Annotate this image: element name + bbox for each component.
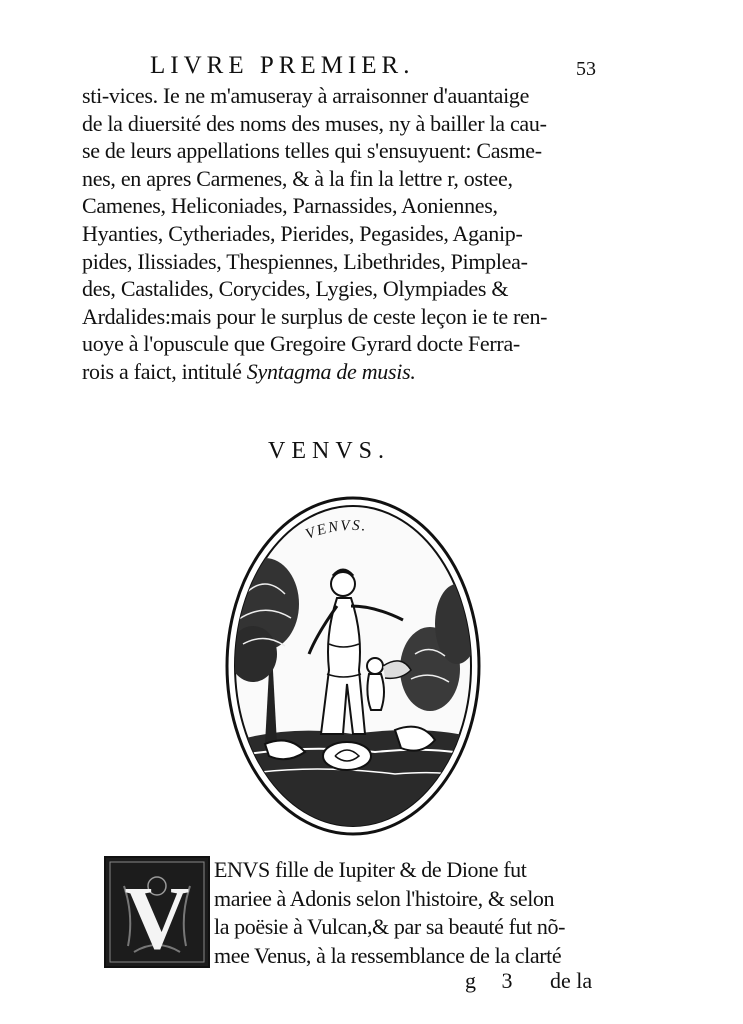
catchword: de la (550, 968, 593, 993)
text-line: Hyanties, Cytheriades, Pierides, Pegasides, Aganip- (82, 220, 523, 246)
section-title: VENVS. (268, 438, 391, 464)
running-head: LIVRE PREMIER. (150, 52, 415, 79)
paragraph-muses (82, 82, 592, 386)
text-line: la poësie à Vulcan,& par sa beauté fut nõ- (214, 914, 566, 939)
ornamental-initial-v (104, 856, 210, 968)
text-line: des, Castalides, Corycides, Lygies, Olympiades & (82, 276, 509, 302)
text-line: sti-vices. Ie ne m'amuseray à arraisonner d'auantaige (82, 83, 530, 108)
text-line: Ardalides:mais pour le surplus de ceste leçon ie te ren- (82, 303, 548, 329)
text-line: Camenes, Heliconiades, Parnassides, Aoniennes, (82, 193, 498, 219)
venus-woodcut-emblem (225, 494, 481, 838)
text-line: de la diuersité des noms des muses, ny à bailler la cau- (82, 110, 547, 136)
page-number: 53 (576, 58, 596, 80)
text-line: pides, Ilissiades, Thespiennes, Libethrides, Pimplea- (82, 248, 528, 274)
text-line: mee Venus, à la ressemblance de la clarté (214, 942, 562, 968)
text-line: se de leurs appellations telles qui s'ensuyuent: Casme- (82, 138, 542, 164)
text-line: uoye à l'opuscule que Gregoire Gyrard docte Ferra- (82, 331, 520, 357)
paragraph-venus (214, 856, 604, 970)
drop-cap-letter: V (124, 869, 190, 968)
emblem-label: VENVS. (303, 517, 369, 543)
text-line: mariee à Adonis selon l'histoire, & selon (214, 885, 555, 911)
text-line: ENVS fille de Iupiter & de Dione fut (214, 857, 527, 882)
text-fragment: rois a faict, intitulé (82, 358, 242, 384)
text-line-last (82, 358, 592, 386)
signature-mark: g 3 (465, 968, 523, 993)
italic-title: Syntagma de musis. (246, 358, 416, 384)
text-line: nes, en apres Carmenes, & à la fin la lettre r, ostee, (82, 165, 513, 191)
